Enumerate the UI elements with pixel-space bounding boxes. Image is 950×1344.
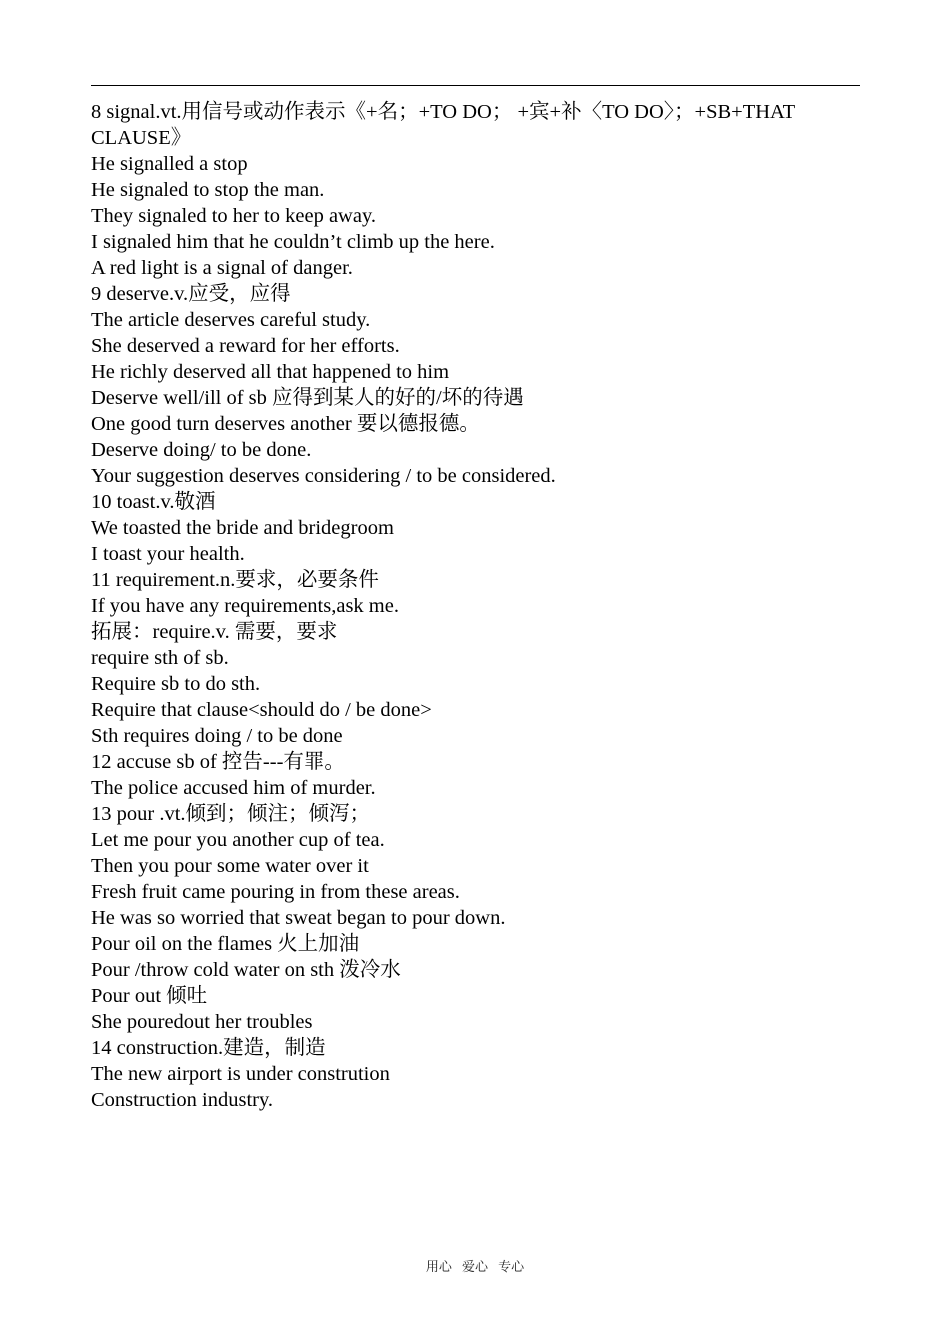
- text-line-19: If you have any requirements,ask me.: [91, 595, 399, 617]
- text-line-32: Pour oil on the flames 火上加油: [91, 933, 360, 955]
- text-line-24: Sth requires doing / to be done: [91, 725, 343, 747]
- text-line-13: Deserve doing/ to be done.: [91, 439, 312, 461]
- text-line-35: She pouredout her troubles: [91, 1011, 313, 1033]
- text-line-14: Your suggestion deserves considering / to be considered.: [91, 465, 556, 487]
- text-line-15: 10 toast.v.敬酒: [91, 491, 216, 513]
- document-body: [91, 99, 863, 1113]
- text-line-25: 12 accuse sb of 控告---有罪。: [91, 751, 345, 773]
- text-line-23: Require that clause<should do / be done>: [91, 699, 432, 721]
- text-line-22: Require sb to do sth.: [91, 673, 261, 695]
- text-line-7: 9 deserve.v.应受，应得: [91, 283, 291, 305]
- text-line-28: Let me pour you another cup of tea.: [91, 829, 385, 851]
- text-line-37: The new airport is under constrution: [91, 1063, 390, 1085]
- text-line-12: One good turn deserves another 要以德报德。: [91, 413, 480, 435]
- text-line-5: I signaled him that he couldn’t climb up the here.: [91, 231, 495, 253]
- text-line-11: Deserve well/ill of sb 应得到某人的好的/坏的待遇: [91, 387, 524, 409]
- text-line-20: 拓展：require.v. 需要，要求: [91, 621, 338, 643]
- text-line-17: I toast your health.: [91, 543, 245, 565]
- text-line-18: 11 requirement.n.要求，必要条件: [91, 569, 379, 591]
- text-line-10: He richly deserved all that happened to him: [91, 361, 450, 383]
- text-line-33: Pour /throw cold water on sth 泼冷水: [91, 959, 401, 981]
- page-footer: 用心 爱心 专心: [425, 1260, 525, 1275]
- text-line-8: The article deserves careful study.: [91, 309, 371, 331]
- text-line-29: Then you pour some water over it: [91, 855, 369, 877]
- text-line-1: 8 signal.vt.用信号或动作表示《+名；+TO DO； +宾+补〈TO DO〉；+SB+THAT CLAUSE》: [91, 101, 795, 149]
- text-line-36: 14 construction.建造，制造: [91, 1037, 326, 1059]
- text-line-16: We toasted the bride and bridegroom: [91, 517, 394, 539]
- text-line-2: He signalled a stop: [91, 153, 248, 175]
- text-line-38: Construction industry.: [91, 1089, 274, 1111]
- text-line-27: 13 pour .vt.倾到；倾注；倾泻；: [91, 803, 371, 825]
- text-line-6: A red light is a signal of danger.: [91, 257, 353, 279]
- text-line-30: Fresh fruit came pouring in from these areas.: [91, 881, 460, 903]
- text-line-34: Pour out 倾吐: [91, 985, 208, 1007]
- header-rule: [91, 85, 860, 86]
- text-line-26: The police accused him of murder.: [91, 777, 376, 799]
- text-line-4: They signaled to her to keep away.: [91, 205, 376, 227]
- text-line-9: She deserved a reward for her efforts.: [91, 335, 400, 357]
- text-line-21: require sth of sb.: [91, 647, 229, 669]
- text-line-3: He signaled to stop the man.: [91, 179, 325, 201]
- text-line-31: He was so worried that sweat began to pour down.: [91, 907, 506, 929]
